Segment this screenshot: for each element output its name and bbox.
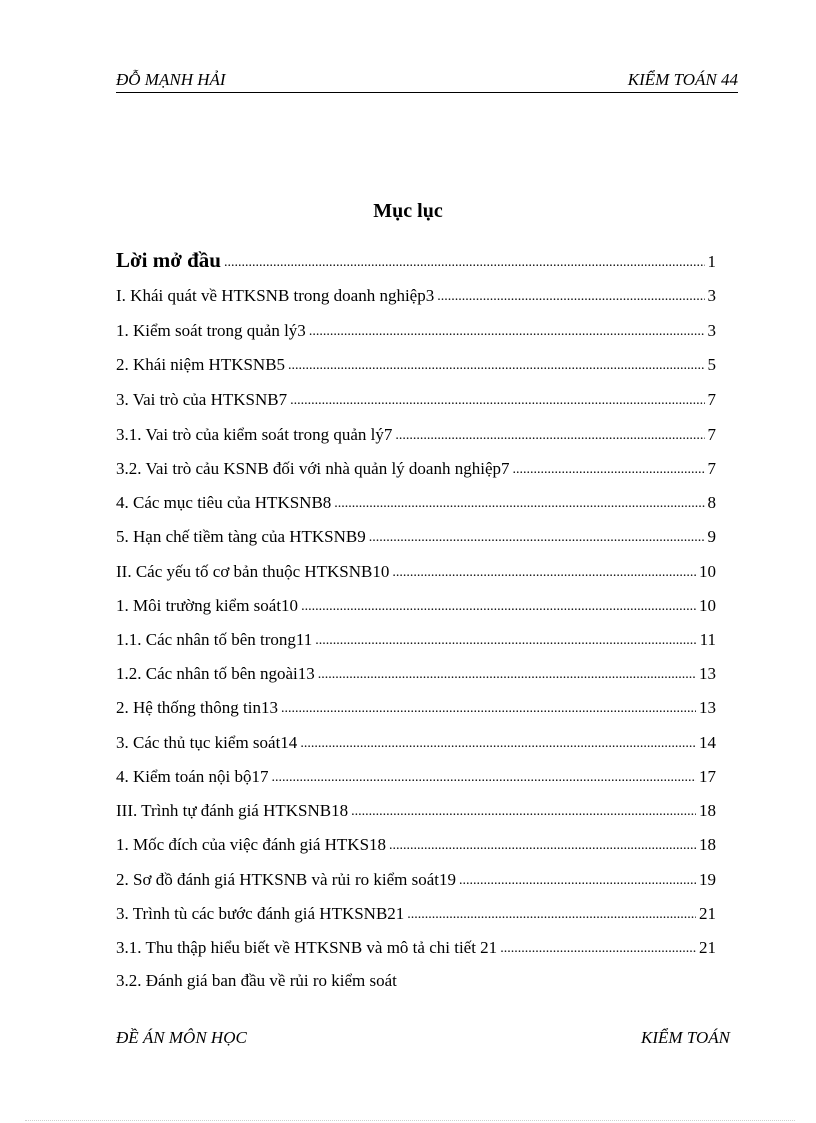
toc-entry-page-number: 21 <box>699 938 716 957</box>
toc-entry-page-number: 7 <box>707 425 716 444</box>
toc-entry-title: 4. Các mục tiêu của HTKSNB8 <box>116 493 332 512</box>
toc-leader-dots <box>334 496 704 512</box>
toc-entry <box>116 321 716 345</box>
toc-entry-title: III. Trình tự đánh giá HTKSNB18 <box>116 801 349 820</box>
toc-entry <box>116 733 716 757</box>
page-title: Mục lục <box>373 200 443 222</box>
header-author: ĐỖ MẠNH HẢI <box>116 70 226 89</box>
toc-entry-title: 3. Trình tù các bước đánh giá HTKSNB21 <box>116 904 405 923</box>
toc-entry-page-number: 7 <box>707 459 716 478</box>
toc-leader-dots <box>281 701 696 717</box>
toc-leader-dots <box>513 462 705 478</box>
toc-entry <box>116 527 716 551</box>
toc-entry-title: 5. Hạn chế tiềm tàng của HTKSNB9 <box>116 527 366 546</box>
toc-entry <box>116 459 716 483</box>
toc-leader-dots <box>224 255 705 271</box>
toc-entry-page-number: 14 <box>699 733 716 752</box>
toc-entry-title: Lời mở đầu <box>116 248 221 272</box>
toc-leader-dots <box>437 289 704 305</box>
toc-entry-page-number: 17 <box>699 767 716 786</box>
page-edge-divider <box>25 1120 795 1121</box>
toc-entry-title: 3.2. Vai trò cảu KSNB đối với nhà quản lý doanh nghiệp7 <box>116 459 510 478</box>
toc-entry-page-number: 5 <box>707 355 716 374</box>
toc-entry <box>116 425 716 449</box>
footer-subject: KIỂM TOÁN <box>641 1028 730 1047</box>
toc-entry <box>116 904 716 928</box>
toc-entry-title: 1. Mốc đích của việc đánh giá HTKS18 <box>116 835 387 854</box>
page-header <box>116 70 738 93</box>
toc-entry <box>116 698 716 722</box>
toc-entry-title: 2. Hệ thống thông tin13 <box>116 698 278 717</box>
toc-entry <box>116 355 716 379</box>
toc-entry-title: 3.1. Vai trò của kiểm soát trong quản lý7 <box>116 425 393 444</box>
toc-entry-title: 3. Vai trò của HTKSNB7 <box>116 390 288 409</box>
toc-leader-dots <box>301 599 696 615</box>
toc-leader-dots <box>392 565 696 581</box>
toc-entry <box>116 938 716 962</box>
toc-entry-page-number: 8 <box>707 493 716 512</box>
toc-entry-page-number: 3 <box>707 321 716 340</box>
toc-entry <box>116 971 716 995</box>
toc-entry-title: 1.1. Các nhân tố bên trong11 <box>116 630 313 649</box>
toc-entry-page-number: 1 <box>707 252 716 271</box>
toc-leader-dots <box>407 907 696 923</box>
toc-leader-dots <box>315 633 696 649</box>
toc-entry <box>116 870 716 894</box>
toc-entry-title: 3.2. Đánh giá ban đầu về rủi ro kiểm soát <box>116 971 397 990</box>
toc-leader-dots <box>272 770 696 786</box>
toc-entry-page-number: 9 <box>707 527 716 546</box>
footer-document-type: ĐỀ ÁN MÔN HỌC <box>116 1028 247 1047</box>
toc-leader-dots <box>395 428 704 444</box>
toc-entry-title: 1. Kiểm soát trong quản lý3 <box>116 321 306 340</box>
page-footer <box>116 1028 730 1052</box>
toc-leader-dots <box>459 873 696 889</box>
toc-entry-page-number: 13 <box>699 698 716 717</box>
toc-entry <box>116 562 716 586</box>
toc-leader-dots <box>500 941 696 957</box>
toc-entry-title: 2. Sơ đồ đánh giá HTKSNB và rủi ro kiểm soát19 <box>116 870 456 889</box>
toc-entry <box>116 596 716 620</box>
toc-entry-title: 2. Khái niệm HTKSNB5 <box>116 355 286 374</box>
header-course: KIỂM TOÁN 44 <box>627 70 738 89</box>
toc-entry-page-number: 10 <box>699 596 716 615</box>
toc-leader-dots <box>351 804 696 820</box>
toc-leader-dots <box>290 393 704 409</box>
toc-entry-page-number: 19 <box>699 870 716 889</box>
toc-entry-title: 1.2. Các nhân tố bên ngoài13 <box>116 664 315 683</box>
toc-leader-dots <box>389 838 696 854</box>
toc-entry-title: 3. Các thủ tục kiểm soát14 <box>116 733 298 752</box>
toc-entry <box>116 801 716 825</box>
toc-leader-dots <box>318 667 696 683</box>
toc-entry-page-number: 21 <box>699 904 716 923</box>
toc-entry-page-number: 3 <box>707 286 716 305</box>
toc-entry-page-number: 18 <box>699 835 716 854</box>
toc-leader-dots <box>369 530 705 546</box>
toc-entry <box>116 248 716 272</box>
toc-entry-title: 3.1. Thu thập hiểu biết về HTKSNB và mô tả chi tiết 21 <box>116 938 498 957</box>
toc-entry-title: 1. Môi trường kiểm soát10 <box>116 596 299 615</box>
toc-entry-page-number: 10 <box>699 562 716 581</box>
toc-leader-dots <box>309 324 705 340</box>
toc-entry <box>116 493 716 517</box>
toc-entry-title: II. Các yếu tố cơ bản thuộc HTKSNB10 <box>116 562 390 581</box>
toc-entry-page-number: 7 <box>707 390 716 409</box>
toc-entry-title: 4. Kiểm toán nội bộ17 <box>116 767 269 786</box>
toc-entry-page-number: 18 <box>699 801 716 820</box>
toc-leader-dots <box>300 736 696 752</box>
toc-entry <box>116 630 716 654</box>
toc-entry <box>116 835 716 859</box>
toc-entry <box>116 767 716 791</box>
toc-entry <box>116 390 716 414</box>
toc-entry <box>116 664 716 688</box>
toc-leader-dots <box>288 358 704 374</box>
toc-entry <box>116 286 716 310</box>
toc-entry-title: I. Khái quát về HTKSNB trong doanh nghiệp3 <box>116 286 435 305</box>
toc-entry-page-number: 13 <box>699 664 716 683</box>
toc-entry-page-number: 11 <box>699 630 716 649</box>
